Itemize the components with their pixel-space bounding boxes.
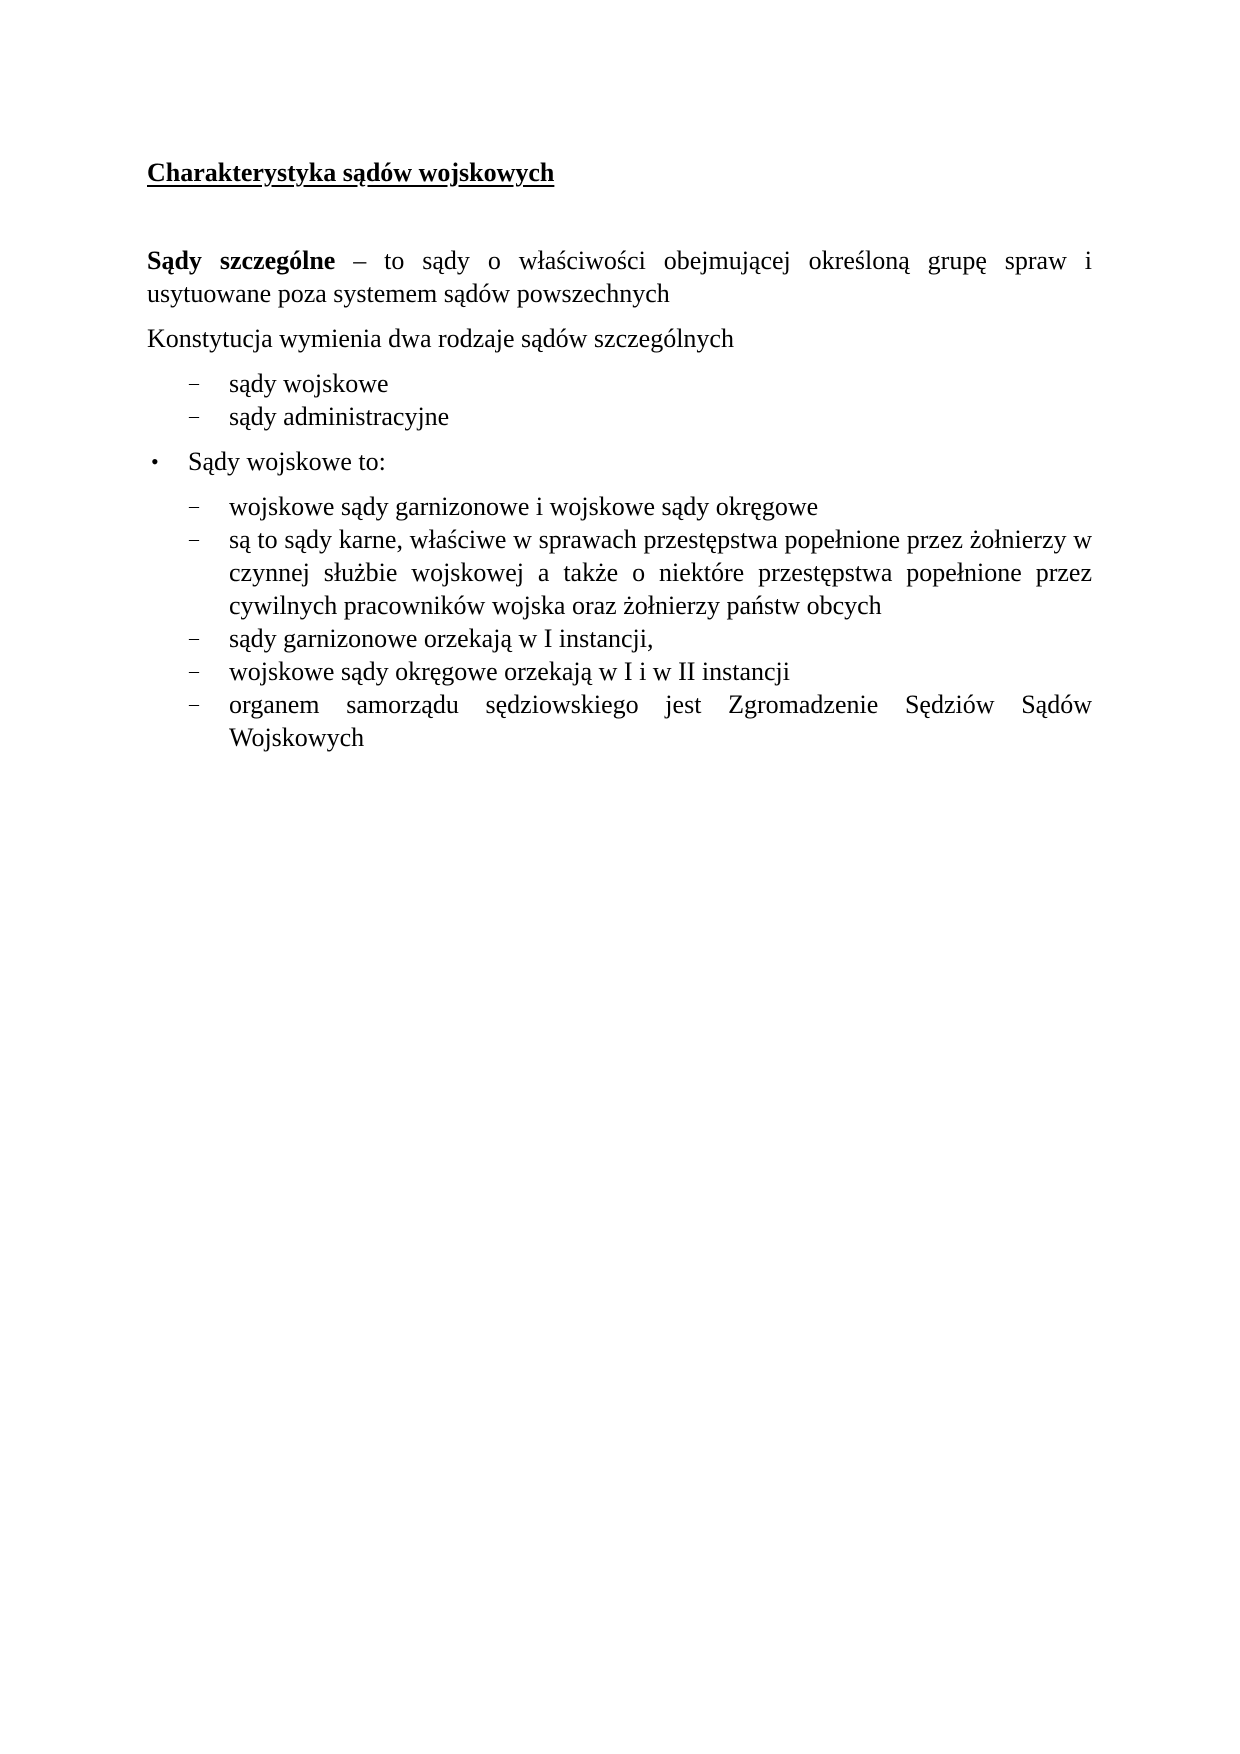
bullet-text: Sądy wojskowe to: [188,447,386,476]
list-item [147,490,1092,523]
dash-marker: – [189,495,199,517]
intro-text: – to sądy o właściwości obejmującej określoną grupę spraw i usytuowane poza systemem sądów powszechnych [147,246,1092,308]
list-item-text: wojskowe sądy garnizonowe i wojskowe sądy okręgowe [229,492,819,521]
intro-term: Sądy szczególne [147,246,336,275]
list-item [147,655,1092,688]
dash-marker: – [189,660,199,682]
military-courts-details-list [147,490,1092,754]
list-item [147,367,1092,400]
list-item-text: sądy administracyjne [229,402,450,431]
document-title: Charakterystyka sądów wojskowych [147,158,555,187]
list-item-text: są to sądy karne, właściwe w sprawach przestępstwa popełnione przez żołnierzy w czynnej służbie wojskowej a także o niektóre przestępstwa popełnione przez cywilnych pracowników wojska oraz żołnierzy państw obcych [229,525,1092,620]
list-item-text: sądy wojskowe [229,369,389,398]
constitution-paragraph: Konstytucja wymienia dwa rodzaje sądów szczególnych [147,324,734,353]
dash-marker: – [189,372,199,394]
list-item [147,400,1092,433]
dash-marker: – [189,405,199,427]
list-item [147,688,1092,754]
list-item-text: organem samorządu sędziowskiego jest Zgromadzenie Sędziów Sądów Wojskowych [229,690,1092,752]
document-body [147,156,1092,754]
list-item-text: sądy garnizonowe orzekają w I instancji, [229,624,654,653]
list-item [147,622,1092,655]
bullet-marker: • [151,449,159,474]
court-types-list [147,367,1092,433]
dash-marker: – [189,627,199,649]
dash-marker: – [189,693,199,715]
list-item [147,523,1092,622]
bullet-item [147,445,1092,478]
dash-marker: – [189,528,199,550]
list-item-text: wojskowe sądy okręgowe orzekają w I i w II instancji [229,657,790,686]
intro-paragraph [147,244,1092,310]
